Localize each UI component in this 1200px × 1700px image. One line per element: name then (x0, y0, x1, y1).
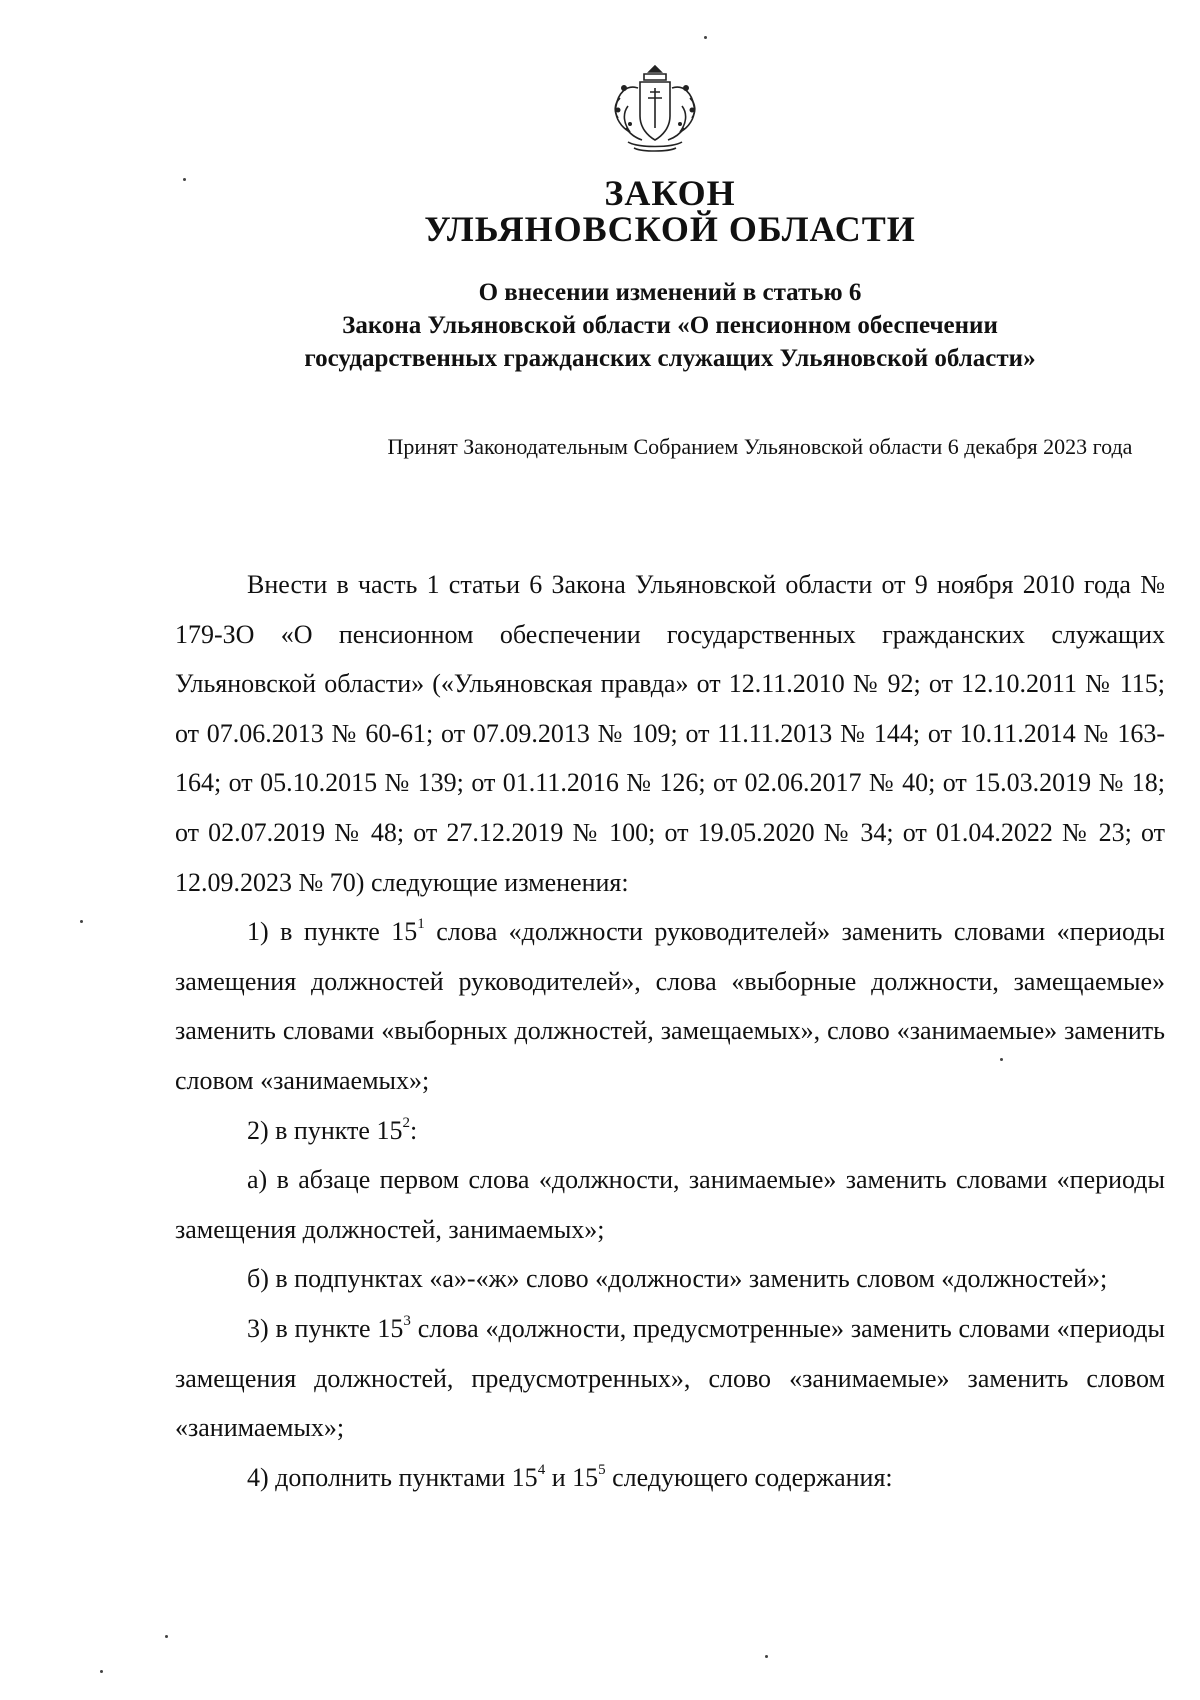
scan-speck (183, 178, 186, 181)
item-2-paragraph (175, 1106, 1165, 1156)
item-1-paragraph (175, 907, 1165, 1105)
coat-of-arms-emblem (600, 58, 710, 158)
scan-speck (704, 36, 707, 39)
item-4-lead: 4) дополнить пунктами 15 (247, 1462, 538, 1492)
item-2a-paragraph: а) в абзаце первом слова «должности, занимаемые» заменить словами «периоды замещения должностей, занимаемых»; (175, 1165, 1165, 1244)
subtitle-line: государственных гражданских служащих Ульяновской области» (304, 345, 1036, 372)
scan-speck (100, 1670, 103, 1673)
item-3-paragraph (175, 1304, 1165, 1453)
item-3-superscript: 3 (403, 1312, 411, 1329)
document-body (175, 560, 1165, 1502)
scan-speck (80, 920, 83, 923)
scan-speck (765, 1655, 768, 1658)
item-3-lead: 3) в пункте 15 (247, 1313, 404, 1343)
document-subtitle (120, 276, 1200, 375)
scan-speck (1000, 1058, 1003, 1061)
item-4-mid: и 15 (545, 1462, 599, 1492)
document-title: ЗАКОН (604, 173, 736, 213)
item-4-superscript-1: 4 (537, 1461, 546, 1478)
subtitle-line: Закона Ульяновской области «О пенсионном обеспечении (342, 312, 998, 339)
item-1-lead: 1) в пункте 15 (247, 917, 418, 947)
item-2-text: : (409, 1115, 418, 1145)
item-2-superscript: 2 (402, 1114, 410, 1131)
intro-paragraph: Внести в часть 1 статьи 6 Закона Ульяновской области от 9 ноября 2010 года № 179-ЗО «О пенсионном обеспечении государственных гражданских служащих Ульяновской области» («Ульяновская правда» от 12.11.2010 № 92; от 12.10.2011 № 115; от 07.06.2013 № 60-61; от 07.09.2013 № 109; от 11.11.2013 № 144; от 10.11.2014 № 163-164; от 05.10.2015 № 139; от 01.11.2016 № 126; от 02.06.2017 № 40; от 15.03.2019 № 18; от 02.07.2019 № 48; от 27.12.2019 № 100; от 19.05.2020 № 34; от 01.04.2022 № 23; от 12.09.2023 № 70) следующие изменения: (175, 570, 1165, 897)
item-3-text: слова «должности, предусмотренные» заменить словами «периоды замещения должностей, предусмотренных», слово «занимаемые» заменить словом «занимаемых»; (175, 1313, 1165, 1443)
item-1-superscript: 1 (417, 916, 425, 933)
scan-speck (165, 1635, 168, 1638)
item-1-text: слова «должности руководителей» заменить словами «периоды замещения должностей руководителей», слова «выборные должности, замещаемые» заменить словами «выборных должностей, замещаемых», слово «занимаемые» заменить словом «занимаемых»; (175, 917, 1165, 1095)
item-2b-paragraph: б) в подпунктах «а»-«ж» слово «должности» заменить словом «должностей»; (247, 1264, 1108, 1294)
document-title-region: УЛЬЯНОВСКОЙ ОБЛАСТИ (424, 209, 916, 249)
item-4-paragraph (175, 1453, 1165, 1503)
item-2-lead: 2) в пункте 15 (247, 1115, 403, 1145)
item-4-text: следующего содержания: (605, 1462, 893, 1492)
item-4-superscript-2: 5 (598, 1461, 606, 1478)
adoption-note: Принят Законодательным Собранием Ульяновской области 6 декабря 2023 года (387, 434, 1133, 459)
subtitle-line: О внесении изменений в статью 6 (478, 279, 862, 306)
